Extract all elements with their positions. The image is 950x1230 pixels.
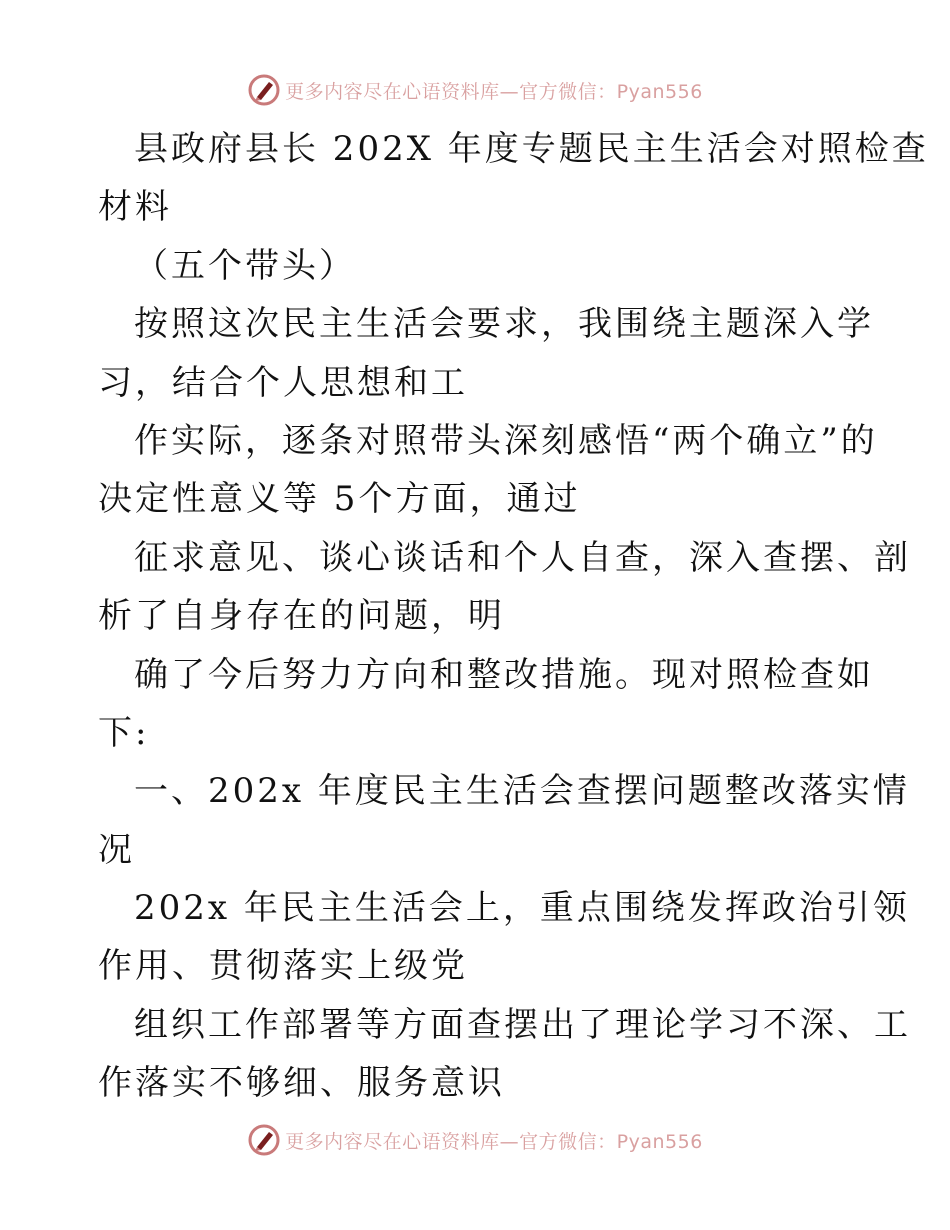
header-watermark: [0, 70, 950, 110]
paragraph-line: 作落实不够细、服务意识: [98, 1063, 505, 1104]
paragraph-line: 作用、贯彻落实上级党: [98, 946, 468, 987]
paragraph-line: 组织工作部署等方面查摆出了理论学习不深、工: [134, 1004, 911, 1045]
doc-subtitle: （五个带头）: [134, 245, 356, 286]
paragraph-line: 决定性意义等 5个方面，通过: [98, 479, 581, 520]
document-body: [98, 120, 929, 1113]
paragraph-line: 征求意见、谈心谈话和个人自查，深入查摆、剖: [134, 537, 911, 578]
footer-watermark: [0, 1120, 950, 1160]
paragraph-line: 析了自身存在的问题，明: [98, 596, 505, 637]
paragraph-line: 习，结合个人思想和工: [98, 362, 468, 403]
pen-logo-icon: [247, 1123, 281, 1157]
pen-logo-icon: [247, 73, 281, 107]
section-heading-line: 况: [98, 829, 135, 870]
paragraph-line: 按照这次民主生活会要求，我围绕主题深入学: [134, 304, 874, 345]
paragraph-line: 确了今后努力方向和整改措施。现对照检查如: [134, 654, 874, 695]
watermark-text: 更多内容尽在心语资料库—官方微信：Pyan556: [285, 1130, 703, 1153]
doc-title-line-1: 县政府县长 202X 年度专题民主生活会对照检查: [134, 129, 929, 169]
doc-title-line-2: 材料: [98, 187, 172, 228]
section-heading-line: 一、202x 年度民主生活会查摆问题整改落实情: [134, 771, 910, 812]
paragraph-line: 下:: [98, 712, 150, 753]
watermark-text: 更多内容尽在心语资料库—官方微信：Pyan556: [285, 80, 703, 103]
paragraph-line: 202x 年民主生活会上，重点围绕发挥政治引领: [134, 888, 910, 929]
paragraph-line: 作实际，逐条对照带头深刻感悟“两个确立”的: [134, 420, 878, 461]
